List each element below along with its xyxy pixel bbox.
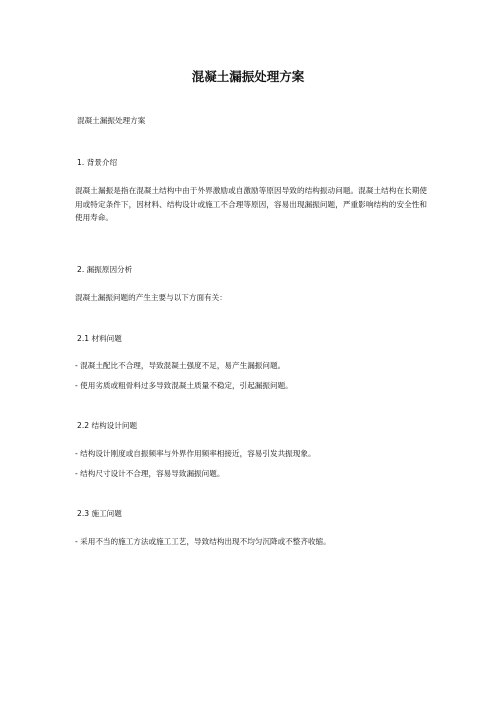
section-heading-cause-analysis: 2. 漏振原因分析 bbox=[77, 265, 133, 274]
section-heading-construction: 2.3 施工问题 bbox=[77, 509, 122, 518]
section-heading-design: 2.2 结构设计问题 bbox=[77, 421, 138, 430]
background-paragraph: 混凝土漏振是指在混凝土结构中由于外界激励或自激励等原因导致的结构振动问题。混凝土结构在长期使用或特定条件下，因材料、结构设计或施工不合理等原因，容易出现漏振问题，严重影响结构的安全性和使用寿命。 bbox=[75, 186, 427, 222]
list-item: - 使用劣质或粗骨料过多导致混凝土质量不稳定，引起漏振问题。 bbox=[75, 381, 293, 390]
document-subtitle: 混凝土漏振处理方案 bbox=[77, 116, 146, 125]
list-item: - 结构设计刚度或自振频率与外界作用频率相接近，容易引发共振现象。 bbox=[75, 449, 316, 458]
section-heading-background: 1. 背景介绍 bbox=[77, 158, 118, 167]
document-title: 混凝土漏振处理方案 bbox=[191, 69, 305, 84]
list-item: - 采用不当的施工方法或施工工艺，导致结构出现不均匀沉降或不整齐收缩。 bbox=[75, 537, 331, 546]
list-item: - 结构尺寸设计不合理，容易导致漏振问题。 bbox=[75, 469, 225, 478]
analysis-intro: 混凝土漏振问题的产生主要与以下方面有关： bbox=[75, 293, 227, 302]
list-item: - 混凝土配比不合理，导致混凝土强度不足，易产生漏振问题。 bbox=[75, 361, 286, 370]
section-heading-material: 2.1 材料问题 bbox=[77, 334, 122, 343]
